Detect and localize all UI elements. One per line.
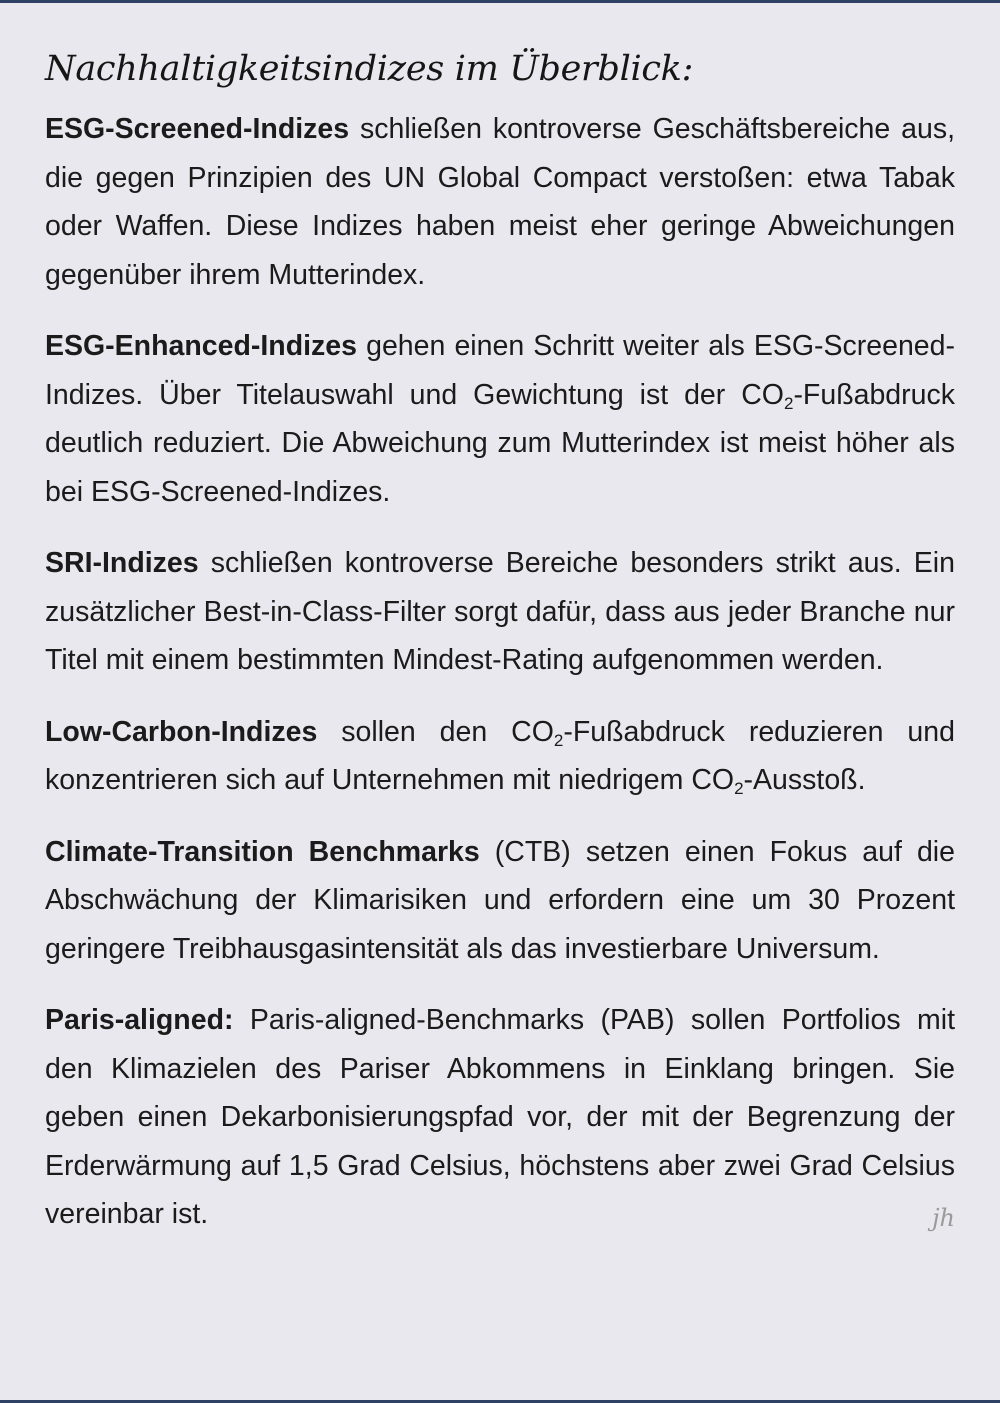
subscript-2: 2 [783, 393, 794, 413]
description-climate-transition: (CTB) setzen einen Fokus auf die Abschwächung der Klimarisiken und erfordern eine um 30 Prozent geringere Treibhausgasintensität als das investierbare Universum. [45, 835, 955, 965]
term-paris-aligned: Paris-aligned: [45, 1004, 234, 1036]
description-esg-enhanced-part2: -Fußabdruck deutlich reduziert. Die Abweichung zum Mutterindex ist meist höher als bei ESG-Screened-Indizes. [45, 378, 955, 508]
term-sri: SRI-Indizes [45, 547, 199, 579]
term-esg-enhanced: ESG-Enhanced-Indizes [45, 330, 357, 362]
author-signature: jh [932, 1204, 955, 1232]
term-esg-screened: ESG-Screened-Indizes [45, 113, 350, 145]
subscript-2: 2 [734, 779, 744, 798]
subscript-2: 2 [553, 730, 564, 750]
description-esg-enhanced-part1: gehen einen Schritt weiter als ESG-Screened-Indizes. Über Titelauswahl und Gewichtung ist der CO [45, 330, 955, 411]
box-heading: Nachhaltigkeitsindizes im Überblick: [45, 49, 694, 89]
entry-sri [45, 539, 955, 685]
term-climate-transition: Climate-Transition Benchmarks [45, 835, 480, 868]
description-sri: schließen kontroverse Bereiche besonders strikt aus. Ein zusätzlicher Best-in-Class-Filter sorgt dafür, dass aus jeder Branche nur Titel mit einem bestimmten Mindest-Rating aufgenommen werden. [45, 547, 955, 676]
description-low-carbon-part1: sollen den CO [317, 715, 554, 748]
description-low-carbon-part3: -Ausstoß. [743, 764, 866, 796]
term-low-carbon: Low-Carbon-Indizes [45, 715, 318, 748]
entry-paris-aligned [45, 996, 955, 1239]
description-esg-screened: schließen kontroverse Geschäftsbereiche aus, die gegen Prinzipien des UN Global Compact verstoßen: etwa Tabak oder Waffen. Diese Indizes haben meist eher geringe Abweichungen gegenüber ihrem Mutterindex. [45, 113, 955, 291]
description-paris-aligned: Paris-aligned-Benchmarks (PAB) sollen Portfolios mit den Klimazielen des Pariser Abkommens in Einklang bringen. Sie geben einen Dekarbonisierungspfad vor, der mit der Begrenzung der Erderwärmung auf 1,5 Grad Celsius, höchstens aber zwei Grad Celsius vereinbar ist. [45, 1004, 955, 1230]
entry-esg-screened [45, 105, 955, 299]
entry-climate-transition [45, 828, 955, 974]
entry-low-carbon [45, 708, 955, 805]
description-low-carbon-part2: -Fußabdruck reduzieren und konzentrieren sich auf Unternehmen mit niedrigem CO [45, 715, 955, 796]
info-box-content [45, 43, 955, 1262]
entry-esg-enhanced [45, 322, 955, 516]
